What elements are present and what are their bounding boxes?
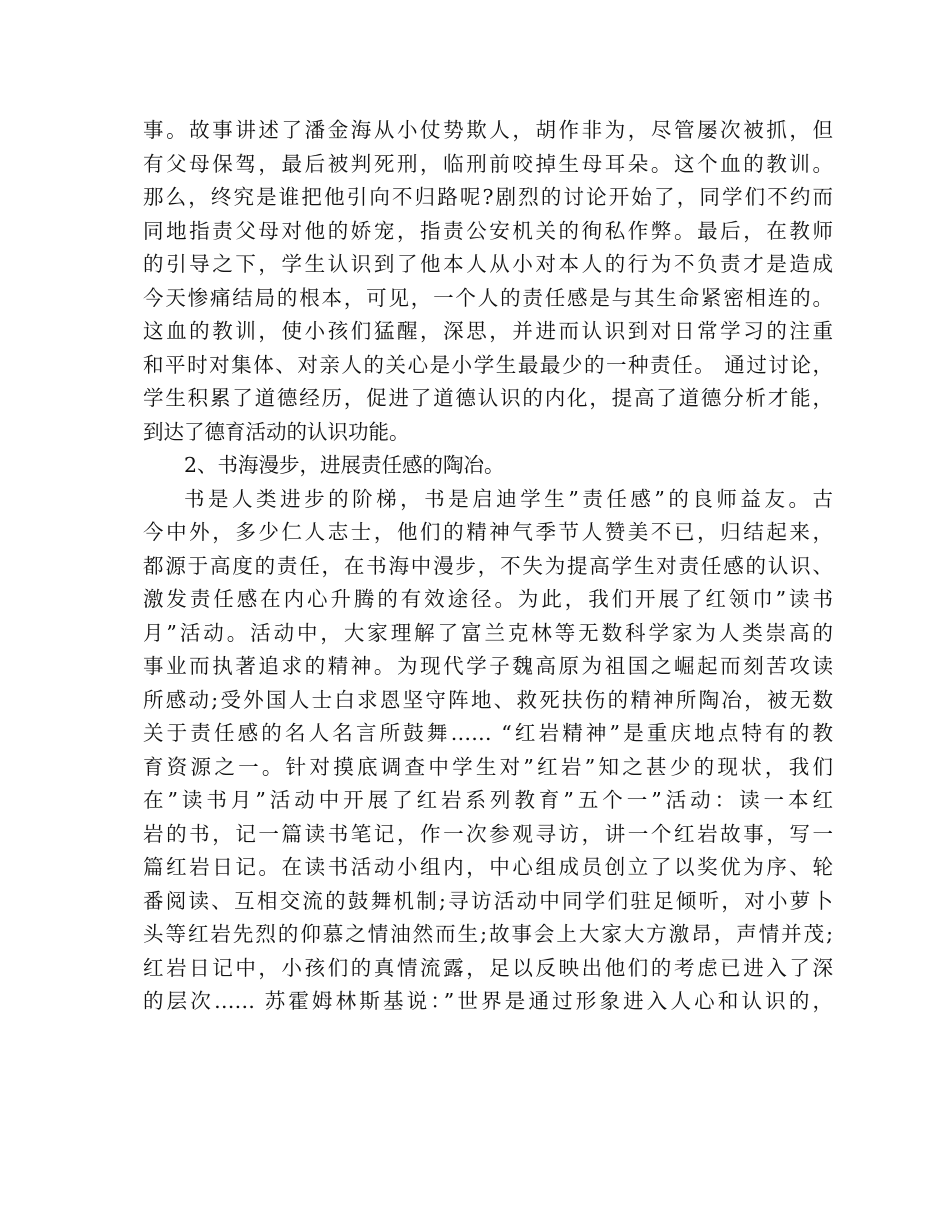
text-line: 在”读书月”活动中开展了红岩系列教育”五个一”活动：读一本红 <box>143 788 833 812</box>
text-line: 关于责任感的名人名言所鼓舞…… “红岩精神”是重庆地点特有的教 <box>143 721 833 745</box>
text-line: 的引导之下，学生认识到了他本人从小对本人的行为不负责才是造成 <box>143 252 833 276</box>
text-line: 育资源之一。针对摸底调查中学生对”红岩”知之甚少的现状，我们 <box>143 754 833 779</box>
text-line: 篇红岩日记。在读书活动小组内，中心组成员创立了以奖优为序、轮 <box>143 855 833 879</box>
text-line: 这血的教训，使小孩们猛醒，深思，并进而认识到对日常学习的注重 <box>143 319 833 343</box>
text-line: 红岩日记中，小孩们的真情流露，足以反映出他们的考虑已进入了深 <box>143 955 833 980</box>
section-heading: 2、书海漫步，进展责任感的陶冶。 <box>184 453 505 477</box>
text-line: 和平时对集体、对亲人的关心是小学生最最少的一种责任。 通过讨论， <box>143 352 833 377</box>
text-line: 同地指责父母对他的娇宠，指责公安机关的徇私作弊。最后，在教师 <box>143 218 833 243</box>
text-line: 头等红岩先烈的仰慕之情油然而生;故事会上大家大方激昂，声情并茂; <box>143 922 833 946</box>
text-line: 激发责任感在内心升腾的有效途径。为此，我们开展了红领巾”读书 <box>143 587 833 611</box>
text-line: 今天惨痛结局的根本，可见，一个人的责任感是与其生命紧密相连的。 <box>143 285 833 310</box>
text-line: 岩的书，记一篇读书笔记，作一次参观寻访，讲一个红岩故事，写一 <box>143 821 833 846</box>
text-line: 事业而执著追求的精神。为现代学子魏高原为祖国之崛起而刻苦攻读 <box>143 654 833 678</box>
text-line: 的层次…… 苏霍姆林斯基说：”世界是通过形象进入人心和认识的， <box>143 989 833 1013</box>
text-line: 学生积累了道德经历，促进了道德认识的内化，提高了道德分析才能， <box>143 386 833 410</box>
text-line: 所感动;受外国人士白求恩坚守阵地、救死扶伤的精神所陶冶，被无数 <box>143 687 833 712</box>
text-line: 都源于高度的责任，在书海中漫步，不失为提高学生对责任感的认识、 <box>143 553 833 578</box>
text-line: 今中外，多少仁人志士，他们的精神气季节人赞美不已，归结起来， <box>143 520 833 544</box>
text-line: 事。故事讲述了潘金海从小仗势欺人，胡作非为，尽管屡次被抓，但 <box>143 118 833 142</box>
text-line: 有父母保驾，最后被判死刑，临刑前咬掉生母耳朵。这个血的教训。 <box>143 151 833 176</box>
text-line: 月”活动。活动中，大家理解了富兰克林等无数科学家为人类崇高的 <box>143 620 833 645</box>
paragraph-last-line: 到达了德育活动的认识功能。 <box>143 419 410 444</box>
paragraph-first-line: 书是人类进步的阶梯，书是启迪学生”责任感”的良师益友。古 <box>184 486 833 511</box>
body-text <box>143 114 833 1019</box>
text-line: 番阅读、互相交流的鼓舞机制;寻访活动中同学们驻足倾听，对小萝卜 <box>143 888 833 913</box>
text-line: 那么，终究是谁把他引向不归路呢?剧烈的讨论开始了，同学们不约而 <box>143 185 833 209</box>
